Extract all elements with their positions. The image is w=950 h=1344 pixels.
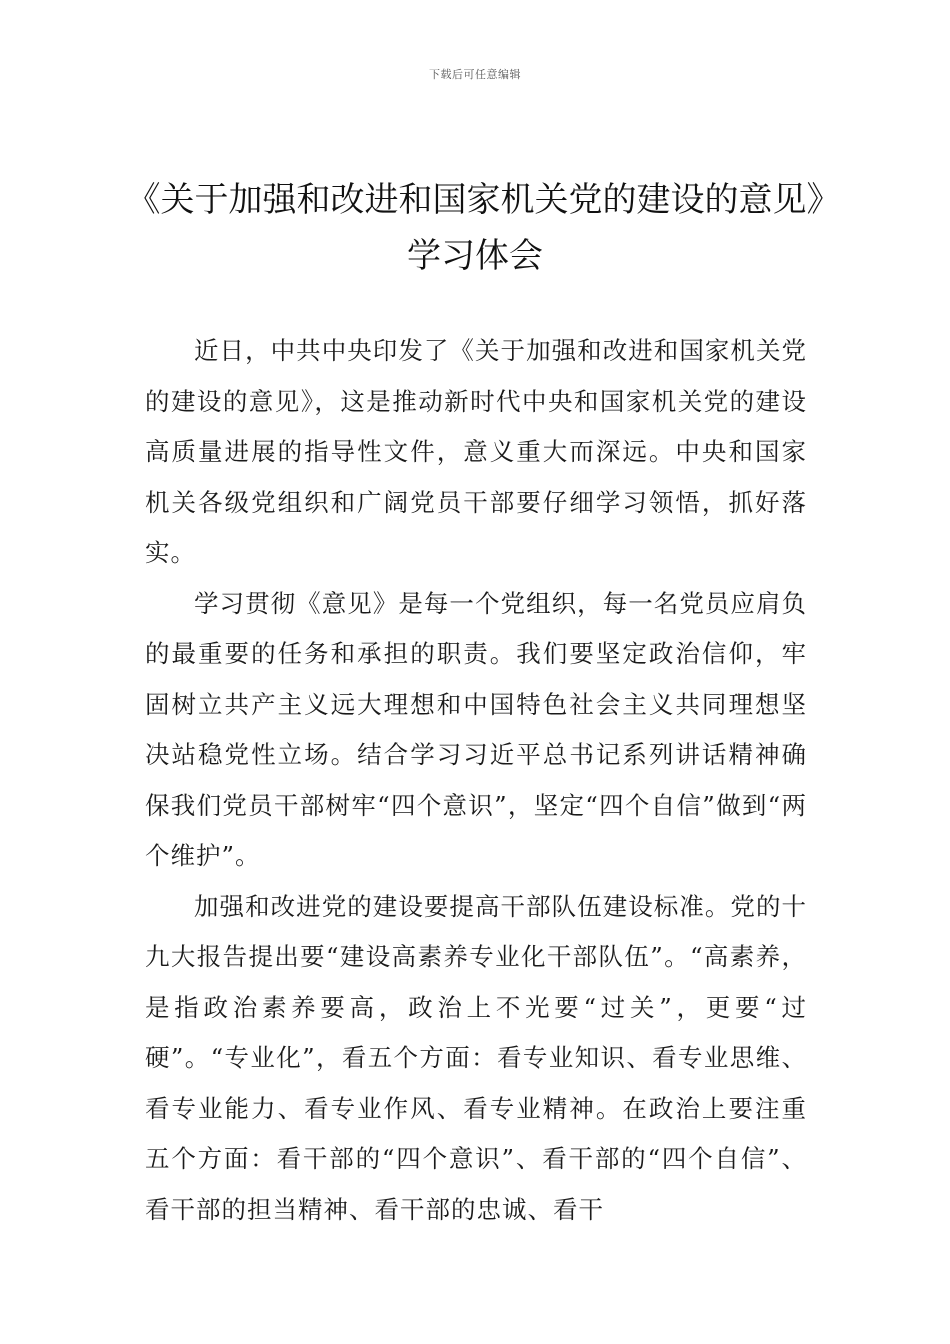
document-body	[145, 326, 807, 1235]
document-title: 《关于加强和改进和国家机关党的建设的意见》学习体会	[126, 180, 824, 276]
paragraph-3: 加强和改进党的建设要提高干部队伍建设标准。党的十九大报告提出要“建设高素养专业化干部队伍”。“高素养，是指政治素养要高，政治上不光要“过关”，更要“过硬”。“专业化”，看五个方面：看专业知识、看专业思维、看专业能力、看专业作风、看专业精神。在政治上要注重五个方面：看干部的“四个意识”、看干部的“四个自信”、看干部的担当精神、看干部的忠诚、看干	[145, 891, 807, 1224]
header-note: 下载后可任意编辑	[429, 68, 521, 81]
paragraph-1: 近日，中共中央印发了《关于加强和改进和国家机关党的建设的意见》，这是推动新时代中央和国家机关党的建设高质量进展的指导性文件，意义重大而深远。中央和国家机关各级党组织和广阔党员干部要仔细学习领悟，抓好落实。	[145, 336, 807, 567]
paragraph-2: 学习贯彻《意见》是每一个党组织，每一名党员应肩负的最重要的任务和承担的职责。我们要坚定政治信仰，牢固树立共产主义远大理想和中国特色社会主义共同理想坚决站稳党性立场。结合学习习近平总书记系列讲话精神确保我们党员干部树牢“四个意识”，坚定“四个自信”做到“两个维护”。	[145, 588, 807, 870]
